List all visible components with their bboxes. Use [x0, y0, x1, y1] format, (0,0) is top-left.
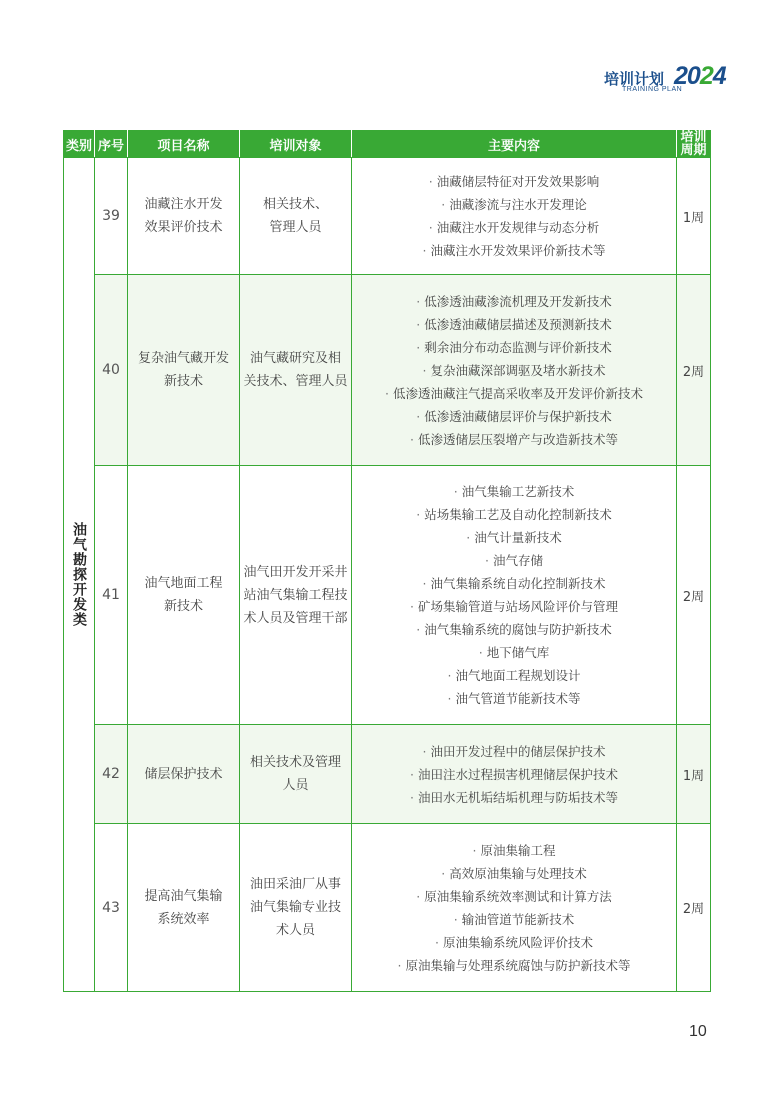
content-item: · 复杂油藏深部调驱及堵水新技术 — [352, 359, 676, 382]
content-item: · 低渗透油藏储层评价与保护新技术 — [352, 405, 676, 428]
header-name: 项目名称 — [128, 131, 240, 158]
training-target: 油气田开发开采井 站油气集输工程技 术人员及管理干部 — [240, 466, 352, 725]
content-item: · 油田开发过程中的储层保护技术 — [352, 740, 676, 763]
category-cell: 油气勘探开发类 — [64, 158, 95, 992]
main-content — [352, 466, 677, 725]
table-row — [64, 466, 711, 725]
training-target: 油气藏研究及相 关技术、管理人员 — [240, 275, 352, 466]
main-content — [352, 275, 677, 466]
row-number: 39 — [95, 158, 128, 275]
training-period: 1周 — [677, 158, 711, 275]
project-name: 储层保护技术 — [128, 725, 240, 824]
content-item: · 矿场集输管道与站场风险评价与管理 — [352, 595, 676, 618]
content-item: · 油气存储 — [352, 549, 676, 572]
content-item: · 低渗透油藏渗流机理及开发新技术 — [352, 290, 676, 313]
training-plan-logo — [604, 62, 726, 98]
training-target: 油田采油厂从事 油气集输专业技 术人员 — [240, 824, 352, 992]
content-item: · 油气地面工程规划设计 — [352, 664, 676, 687]
project-name: 油气地面工程 新技术 — [128, 466, 240, 725]
content-item: · 油藏注水开发效果评价新技术等 — [352, 239, 676, 262]
project-name: 提高油气集输 系统效率 — [128, 824, 240, 992]
content-item: · 原油集输系统风险评价技术 — [352, 931, 676, 954]
table-row — [64, 725, 711, 824]
content-item: · 原油集输与处理系统腐蚀与防护新技术等 — [352, 954, 676, 977]
header-content: 主要内容 — [352, 131, 677, 158]
content-item: · 油藏渗流与注水开发理论 — [352, 193, 676, 216]
table-row — [64, 275, 711, 466]
table-row — [64, 824, 711, 992]
header-number: 序号 — [95, 131, 128, 158]
row-number: 43 — [95, 824, 128, 992]
table-row — [64, 158, 711, 275]
content-item: · 油气计量新技术 — [352, 526, 676, 549]
content-item: · 低渗透油藏注气提高采收率及开发评价新技术 — [352, 382, 676, 405]
content-item: · 输油管道节能新技术 — [352, 908, 676, 931]
header-period: 培训 周期 — [677, 131, 711, 158]
content-item: · 油藏储层特征对开发效果影响 — [352, 170, 676, 193]
table-header-row — [64, 131, 711, 158]
content-item: · 剩余油分布动态监测与评价新技术 — [352, 336, 676, 359]
header-target: 培训对象 — [240, 131, 352, 158]
main-content — [352, 158, 677, 275]
content-item: · 油气集输工艺新技术 — [352, 480, 676, 503]
content-item: · 油田注水过程损害机理储层保护技术 — [352, 763, 676, 786]
training-target: 相关技术及管理 人员 — [240, 725, 352, 824]
content-item: · 油藏注水开发规律与动态分析 — [352, 216, 676, 239]
training-period: 2周 — [677, 275, 711, 466]
logo-title: 培训计划 — [604, 70, 665, 88]
training-target: 相关技术、 管理人员 — [240, 158, 352, 275]
content-item: · 油田水无机垢结垢机理与防垢技术等 — [352, 786, 676, 809]
training-period: 2周 — [677, 824, 711, 992]
project-name: 油藏注水开发 效果评价技术 — [128, 158, 240, 275]
content-item: · 油气管道节能新技术等 — [352, 687, 676, 710]
logo-year: 2024 — [674, 62, 726, 90]
content-item: · 原油集输系统效率测试和计算方法 — [352, 885, 676, 908]
main-content — [352, 725, 677, 824]
training-plan-table — [63, 130, 711, 992]
content-item: · 高效原油集输与处理技术 — [352, 862, 676, 885]
row-number: 40 — [95, 275, 128, 466]
page-number: 10 — [689, 1023, 707, 1040]
content-item: · 油气集输系统自动化控制新技术 — [352, 572, 676, 595]
content-item: · 低渗透油藏储层描述及预测新技术 — [352, 313, 676, 336]
training-period: 2周 — [677, 466, 711, 725]
row-number: 41 — [95, 466, 128, 725]
content-item: · 站场集输工艺及自动化控制新技术 — [352, 503, 676, 526]
row-number: 42 — [95, 725, 128, 824]
content-item: · 地下储气库 — [352, 641, 676, 664]
training-period: 1周 — [677, 725, 711, 824]
main-content — [352, 824, 677, 992]
project-name: 复杂油气藏开发 新技术 — [128, 275, 240, 466]
logo-subtitle: TRAINING PLAN — [622, 86, 683, 93]
content-item: · 低渗透储层压裂增产与改造新技术等 — [352, 428, 676, 451]
content-item: · 油气集输系统的腐蚀与防护新技术 — [352, 618, 676, 641]
header-category: 类别 — [64, 131, 95, 158]
content-item: · 原油集输工程 — [352, 839, 676, 862]
